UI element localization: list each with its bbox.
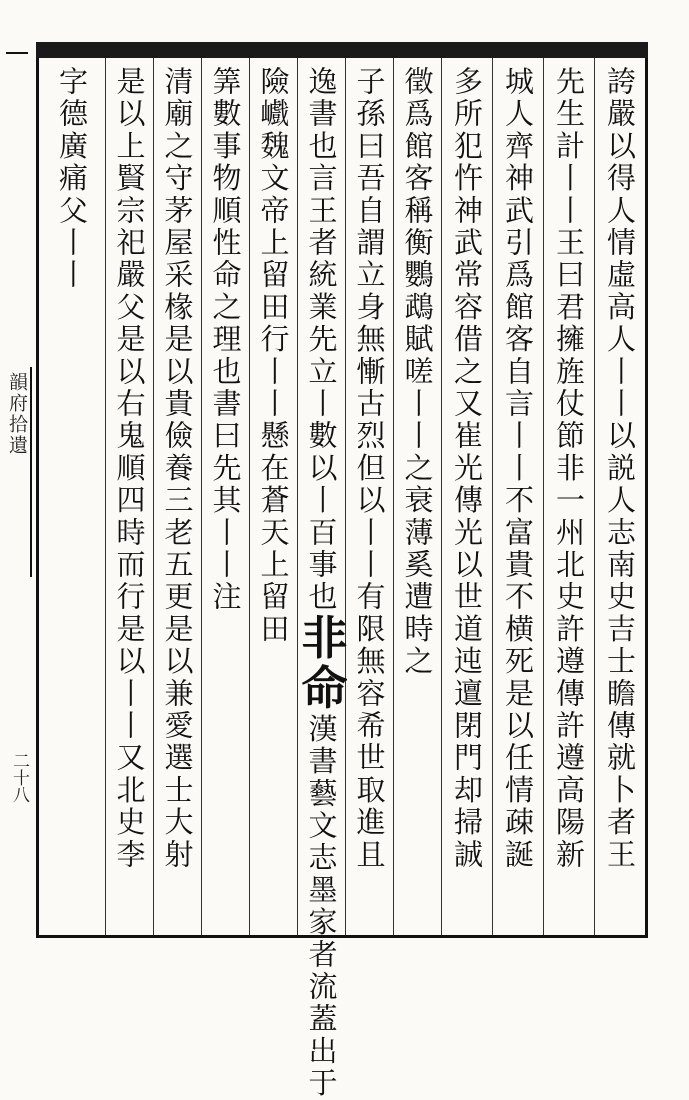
text-column-7 <box>294 58 349 1100</box>
column-7-tail: 漢書藝文志墨家者流蓋出于 <box>304 713 339 1100</box>
text-columns <box>39 58 645 1100</box>
text-column-5 <box>393 58 441 935</box>
column-3-text: 城人齊神武引爲館客自言丨丨不富貴不横死是以任情疎誕 <box>501 66 535 871</box>
text-column-8 <box>249 58 297 935</box>
text-column-6 <box>345 58 393 935</box>
spine-page-number: 二十八 <box>9 752 29 803</box>
column-5-text <box>401 58 435 935</box>
column-1-text: 誇嚴以得人情虛高人丨丨以説人志南史吉士瞻傳就卜者王 <box>603 66 637 871</box>
column-4-text: 多所犯忤神武常容借之又崔光傳光以世道迍邅閉門却掃誠 <box>450 66 484 871</box>
column-11-text <box>113 58 147 935</box>
book-spine <box>0 42 36 938</box>
column-8-text: 險巇魏文帝上留田行丨丨懸在蒼天上留田 <box>256 66 291 646</box>
column-10-text: 清廟之守茅屋采椽是以貴儉養三老五更是以兼愛選士大射 <box>160 66 195 871</box>
lemma-feiming: 非命 <box>294 613 349 714</box>
text-column-4 <box>441 58 492 935</box>
column-5-tail: 之衰薄奚遭時之 <box>400 452 435 678</box>
text-column-12 <box>39 58 105 935</box>
column-7-text <box>294 58 349 1100</box>
column-5-lead: 徵爲館客稱衡鸚鵡賦嗟丨丨 <box>400 66 435 453</box>
column-9-text: 筭數事物順性命之理也書曰先其丨丨注 <box>208 66 243 614</box>
column-6-text: 子孫曰吾自謂立身無慚古烈但以丨丨有限無容希世取進且 <box>352 66 387 871</box>
text-column-11 <box>105 58 153 935</box>
text-column-3 <box>492 58 543 935</box>
text-column-1 <box>594 58 645 935</box>
column-7-lead: 逸書也言王者統業先立丨數以丨百事也 <box>304 66 339 614</box>
text-column-9 <box>201 58 249 935</box>
text-column-2 <box>543 58 594 935</box>
spine-book-title: 韻府拾遺 <box>6 372 28 456</box>
top-border-band <box>36 42 648 58</box>
spine-tick-top <box>6 52 28 54</box>
column-11-lead: 是以上賢宗祀嚴父是以右鬼順四時而行是以丨丨又北史李 <box>112 66 147 871</box>
column-12-text: 字德廣痛父丨丨 <box>55 66 89 292</box>
text-column-10 <box>153 58 201 935</box>
column-2-text: 先生計丨丨王曰君擁旌仗節非一州北史許遵傳許遵高陽新 <box>552 66 586 871</box>
